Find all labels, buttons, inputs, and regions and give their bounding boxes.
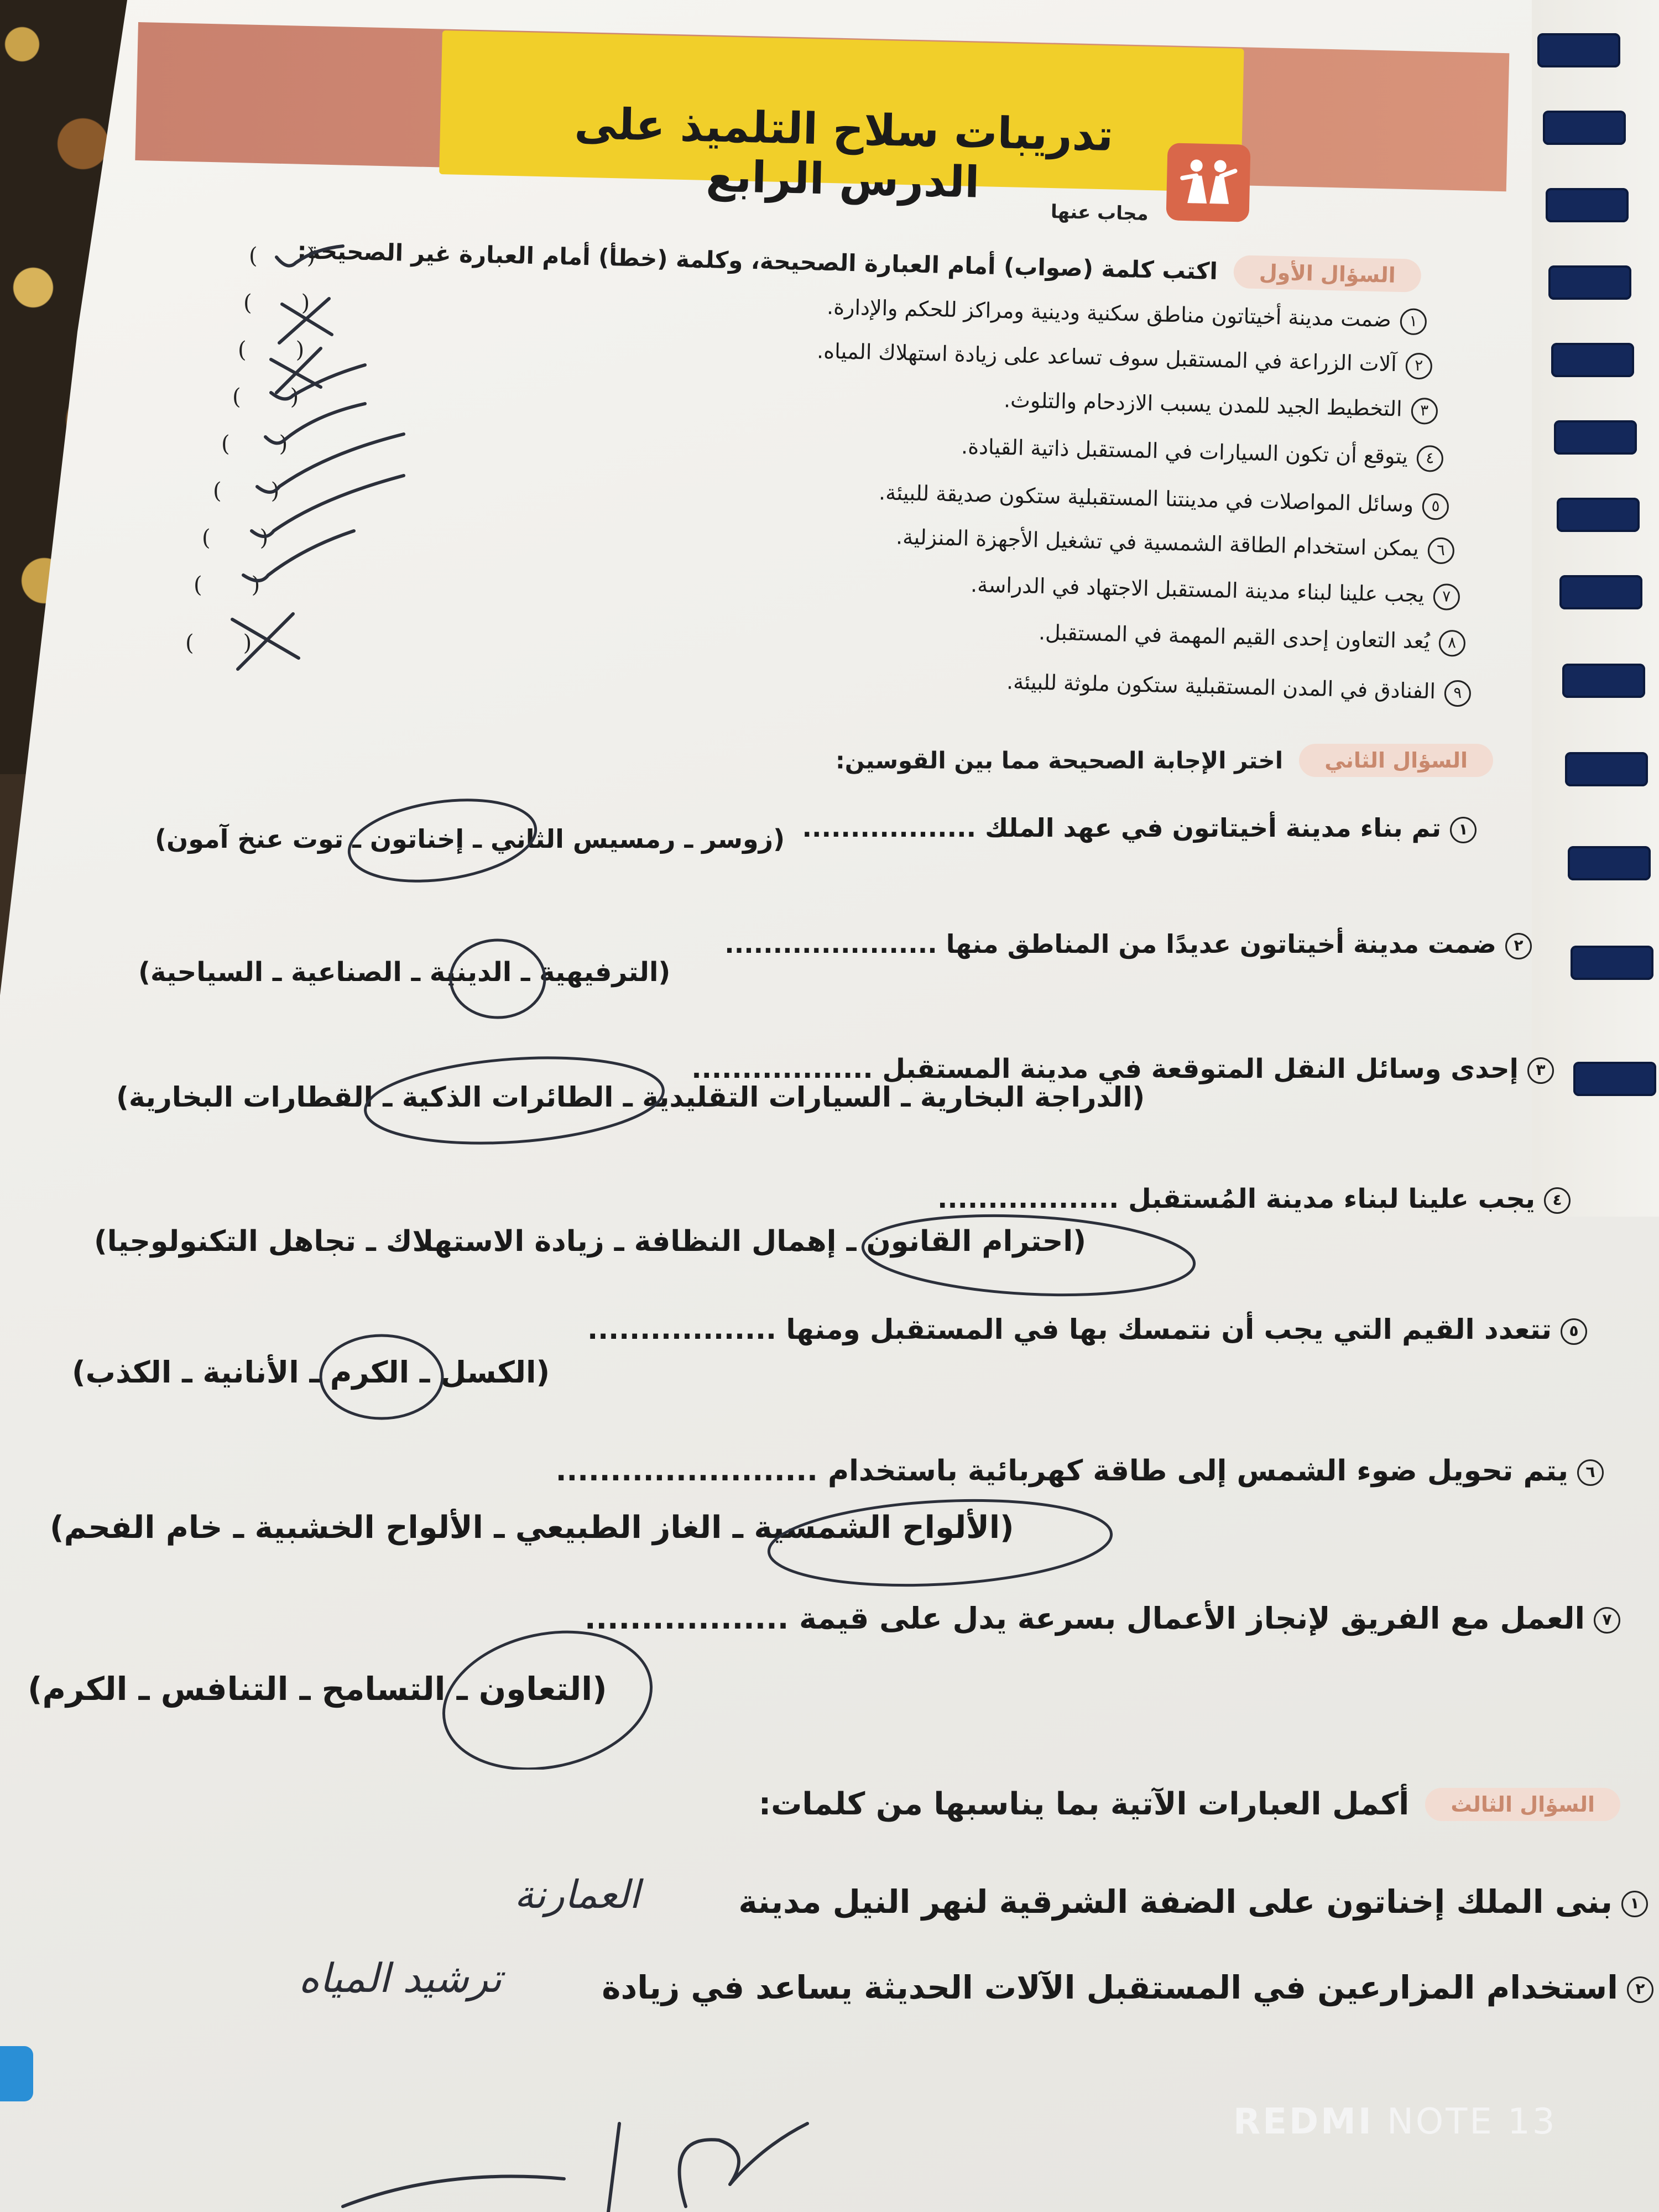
handwritten-marks (182, 238, 470, 680)
q3-handwritten-answer: ترشيد المياه (299, 1955, 502, 2001)
answer-parentheses: ( ) (213, 478, 280, 504)
q1-item: ٨يُعد التعاون إحدى القيم المهمة في المستقبل. (1039, 620, 1466, 656)
q2-tag: السؤال الثاني (1299, 744, 1493, 777)
binding-ring (1543, 111, 1626, 145)
binding-ring (1562, 664, 1645, 698)
pen-scribble (332, 2101, 885, 2212)
q2-item: ٦يتم تحويل ضوء الشمس إلى طاقة كهربائية باستخدام ........................ (556, 1454, 1604, 1488)
q2-choices: (الكسل ـ الكرم ـ الأنانية ـ الكذب) (72, 1355, 550, 1390)
q2-choices: (الدراجة البخارية ـ السيارات التقليدية ـ الطائرات الذكية ـ القطارات البخارية) (116, 1081, 1145, 1113)
binding-ring (1559, 575, 1642, 609)
answer-parentheses: ( ) (194, 572, 260, 598)
q3-item: ٢استخدام المزارعين في المستقبل الآلات الحديثة يساعد في زيادة (602, 1969, 1653, 2006)
binding-ring (1548, 265, 1631, 300)
q2-choices: (زوسر ـ رمسيس الثاني ـ إخناتون ـ توت عنخ آمون) (155, 824, 785, 854)
q1-item: ٧يجب علينا لبناء مدينة المستقبل الاجتهاد في الدراسة. (971, 572, 1460, 611)
q2-item: ٣إحدى وسائل النقل المتوقعة في مدينة المستقبل .................. (691, 1053, 1554, 1084)
binding-ring (1537, 33, 1620, 67)
q2-item: ١تم بناء مدينة أخيتاتون في عهد الملك .................. (802, 813, 1477, 843)
q1-item: ٦يمكن استخدام الطاقة الشمسية في تشغيل الأجهزة المنزلية. (896, 525, 1454, 564)
answer-parentheses: ( ) (185, 630, 252, 656)
binding-ring (1546, 188, 1629, 222)
q3-handwritten-answer: العمارنة (514, 1872, 640, 1917)
answer-parentheses: ( ) (202, 525, 269, 551)
binding-ring (1551, 343, 1634, 377)
q1-item: ٤يتوقع أن تكون السيارات في المستقبل ذاتية القيادة. (961, 434, 1444, 472)
blue-tab (0, 2046, 33, 2101)
q3-prompt: أكمل العبارات الآتية بما يناسبها من كلمات: (758, 1786, 1410, 1822)
q1-prompt: اكتب كلمة (صواب) أمام العبارة الصحيحة، وكلمة (خطأ) أمام العبارة غير الصحيحة: (297, 237, 1218, 285)
answer-parentheses: ( ) (221, 431, 288, 457)
q3-item: ١بنى الملك إخناتون على الضفة الشرقية لنهر النيل مدينة (738, 1883, 1648, 1921)
q1-item: ٢آلات الزراعة في المستقبل سوف تساعد على زيادة استهلاك المياه. (817, 338, 1433, 379)
page-title: تدريبات سلاح التلميذ على الدرس الرابع (573, 98, 1114, 208)
camera-watermark: REDMI NOTE 13 (1233, 2101, 1557, 2142)
answer-parentheses: ( ) (238, 337, 305, 363)
q2-item: ٧العمل مع الفريق لإنجاز الأعمال بسرعة يدل على قيمة .................. (585, 1601, 1620, 1636)
q1-tag: السؤال الأول (1233, 255, 1421, 293)
header-badge (1166, 143, 1250, 222)
answer-parentheses: ( ) (243, 290, 310, 316)
q3-tag: السؤال الثالث (1425, 1788, 1620, 1821)
answer-parentheses: ( ) (249, 243, 316, 269)
q2-choices: (احترام القانون ـ إهمال النظافة ـ زيادة الاستهلاك ـ تجاهل التكنولوجيا) (94, 1225, 1086, 1258)
q1-item: ٥وسائل المواصلات في مدينتنا المستقبلية ستكون صديقة للبيئة. (878, 480, 1449, 520)
binding-ring (1557, 498, 1640, 532)
q3-header (686, 1786, 1620, 1822)
q2-header (758, 744, 1493, 777)
q2-choices: (الترفيهية ـ الدينية ـ الصناعية ـ السياحية) (138, 957, 671, 988)
binding-ring (1554, 420, 1637, 455)
q1-item: ٣التخطيط الجيد للمدن يسبب الازدحام والتلوث. (1004, 388, 1438, 424)
q2-choices: (الألواح الشمسية ـ الغاز الطبيعي ـ الألواح الخشبية ـ خام الفحم) (50, 1510, 1014, 1546)
q2-item: ٢ضمت مدينة أخيتاتون عديدًا من المناطق منها ...................... (724, 929, 1532, 959)
handwritten-circles (0, 774, 1659, 1770)
q2-prompt: اختر الإجابة الصحيحة مما بين القوسين: (835, 747, 1284, 774)
answered-label: مجاب عنها (1050, 201, 1149, 225)
answer-parentheses: ( ) (232, 384, 299, 410)
kids-icon (1176, 153, 1240, 210)
q1-item: ٩الفنادق في المدن المستقبلية ستكون ملوثة للبيئة. (1006, 669, 1472, 707)
q2-item: ٥تتعدد القيم التي يجب أن نتمسك بها في المستقبل ومنها .................. (587, 1313, 1587, 1345)
q2-choices: (التعاون ـ التسامح ـ التنافس ـ الكرم) (28, 1670, 607, 1708)
q1-item: ١ضمت مدينة أخيتاتون مناطق سكنية ودينية ومراكز للحكم والإدارة. (827, 295, 1427, 335)
q2-item: ٤يجب علينا لبناء مدينة المُستقبل .................. (937, 1183, 1571, 1214)
